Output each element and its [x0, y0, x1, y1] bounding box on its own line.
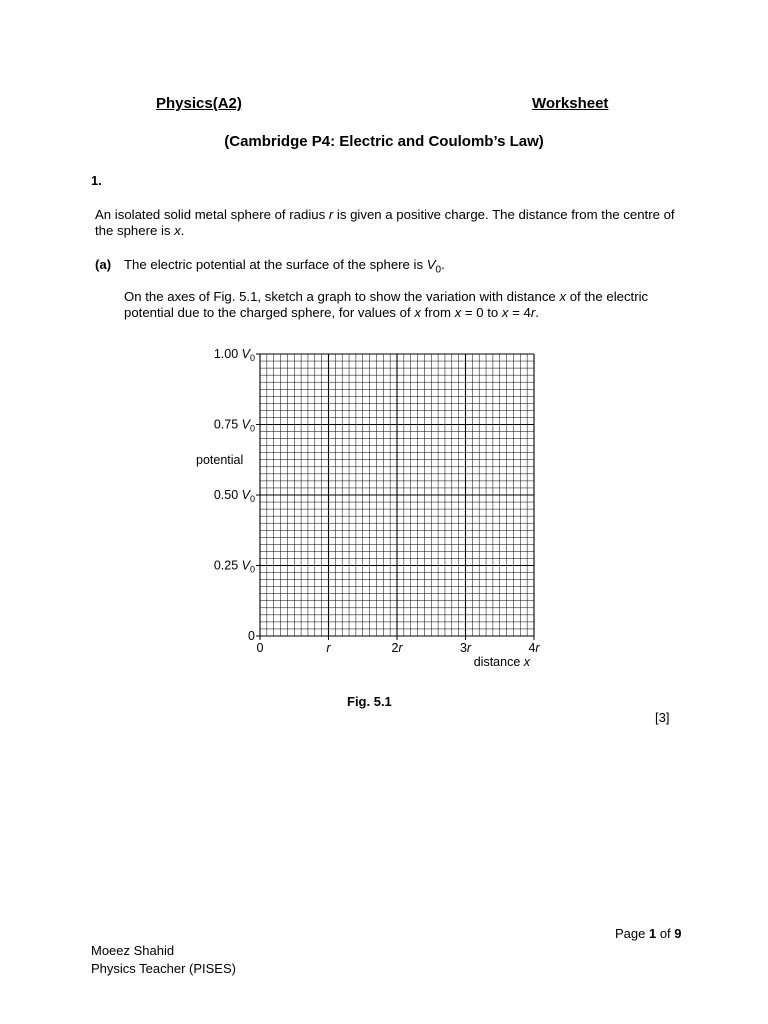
part-a-text: The electric potential at the surface of the sphere is $V_0$.	[124, 257, 445, 276]
x-tick-label: r	[326, 641, 331, 655]
page-number: Page 1 of 9	[615, 926, 682, 941]
y-tick-label: 0.25 $V_0$	[213, 558, 255, 575]
author-role: Physics Teacher (PISES)	[91, 961, 236, 976]
y-axis-label: potential	[196, 452, 244, 467]
x-axis-label: distance x	[473, 655, 530, 669]
y-tick-label: 0.50 $V_0$	[213, 488, 255, 504]
figure-5-1	[190, 340, 550, 685]
page-subtitle: (Cambridge P4: Electric and Coulomb’s Law)	[224, 133, 544, 150]
marks: [3]	[655, 710, 670, 725]
y-tick-label: 0.75 $V_0$	[213, 417, 255, 434]
x-tick-label: 2r	[391, 641, 403, 655]
y-tick-label: 1.00 $V_0$	[213, 347, 255, 363]
figure-caption: Fig. 5.1	[347, 694, 392, 709]
y-tick-label: 0	[248, 629, 255, 643]
part-a-label: (a)	[95, 257, 112, 272]
x-tick-label: 0	[256, 641, 264, 655]
potential-graph[interactable]	[190, 340, 550, 680]
worksheet-title: Worksheet	[532, 95, 609, 112]
subject-title: Physics(A2)	[156, 95, 242, 112]
part-a-instruction: On the axes of Fig. 5.1, sketch a graph to show the variation with distance x of the electric potential due to the charged sphere, for values of x from x = 0 to x = 4r.	[124, 289, 649, 320]
x-tick-label: 3r	[459, 641, 472, 655]
question-intro: An isolated solid metal sphere of radius r is given a positive charge. The distance from the centre of the sphere is x.	[95, 207, 675, 238]
question-number: 1.	[91, 173, 102, 188]
footer	[91, 942, 236, 978]
x-tick-label: 4r	[528, 641, 540, 655]
author-name: Moeez Shahid	[91, 943, 175, 958]
